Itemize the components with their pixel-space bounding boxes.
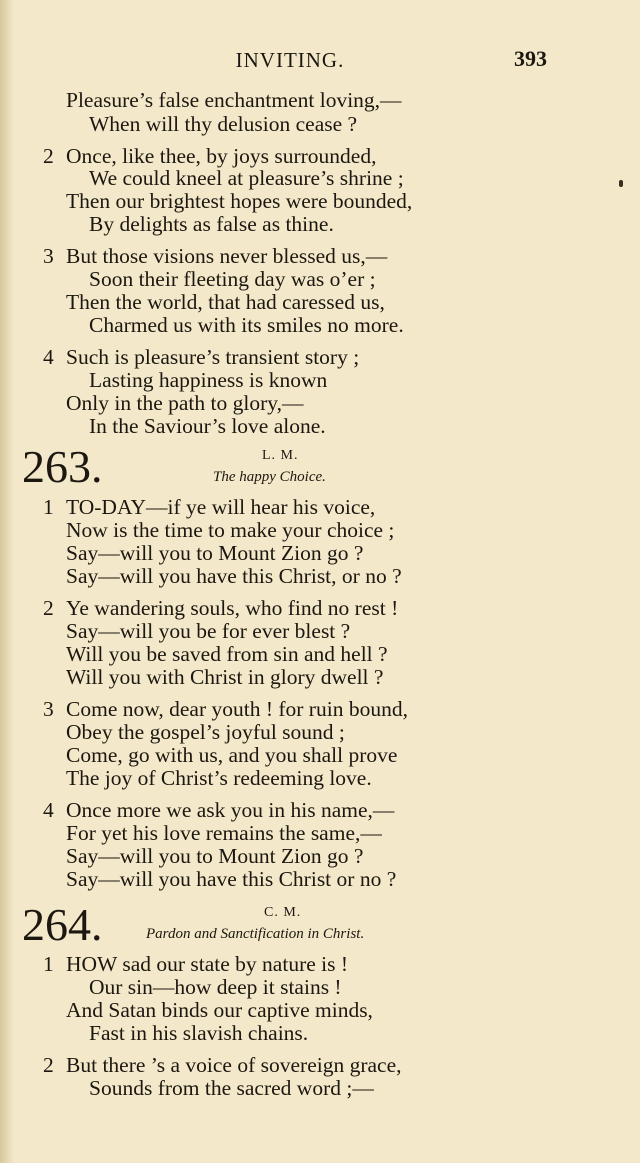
verse-line: Say—will you to Mount Zion go ?	[66, 541, 364, 565]
verse-line: Pleasure’s false enchantment loving,—	[66, 88, 402, 112]
ink-speck	[619, 180, 623, 187]
verse-number: 1	[43, 495, 54, 519]
verse-line: We could kneel at pleasure’s shrine ;	[89, 166, 404, 190]
hymn-number: 263.	[22, 441, 103, 492]
verse-line: Come, go with us, and you shall prove	[66, 743, 398, 767]
verse-line: Fast in his slavish chains.	[89, 1021, 309, 1045]
verse-line: TO-DAY—if ye will hear his voice,	[66, 495, 376, 519]
hymn-title: Pardon and Sanctification in Christ.	[146, 926, 365, 942]
verse-line: Say—will you to Mount Zion go ?	[66, 844, 364, 868]
verse-line: Soon their fleeting day was o’er ;	[89, 267, 376, 291]
verse-line: Say—will you be for ever blest ?	[66, 619, 351, 643]
verse-number: 4	[43, 345, 54, 369]
verse-line: Then the world, that had caressed us,	[66, 290, 385, 314]
verse-line: But those visions never blessed us,—	[66, 244, 388, 268]
verse-line: Will you with Christ in glory dwell ?	[66, 665, 384, 689]
verse-number: 1	[43, 952, 54, 976]
verse-line: And Satan binds our captive minds,	[66, 998, 373, 1022]
verse-line: Say—will you have this Christ, or no ?	[66, 564, 402, 588]
verse-line: Charmed us with its smiles no more.	[89, 313, 404, 337]
page-number: 393	[514, 46, 547, 71]
verse-line: Lasting happiness is known	[89, 368, 328, 392]
verse-line: Ye wandering souls, who find no rest !	[66, 596, 399, 620]
hymn-number: 264.	[22, 899, 103, 950]
verse-line: Once more we ask you in his name,—	[66, 798, 395, 822]
verse-line: When will thy delusion cease ?	[89, 112, 358, 136]
verse-line: Sounds from the sacred word ;—	[89, 1076, 374, 1100]
hymn-meter: C. M.	[264, 905, 302, 920]
hymn-meter: L. M.	[262, 448, 299, 463]
verse-line: By delights as false as thine.	[89, 212, 334, 236]
running-header: INVITING.	[235, 48, 345, 72]
verse-line: Now is the time to make your choice ;	[66, 518, 395, 542]
verse-line: For yet his love remains the same,—	[66, 821, 382, 845]
verse-number: 4	[43, 798, 54, 822]
verse-line: Come now, dear youth ! for ruin bound,	[66, 697, 408, 721]
verse-line: Say—will you have this Christ or no ?	[66, 867, 397, 891]
verse-number: 2	[43, 1053, 54, 1077]
verse-line: The joy of Christ’s redeeming love.	[66, 766, 372, 790]
verse-line: Then our brightest hopes were bounded,	[66, 189, 413, 213]
verse-number: 3	[43, 697, 54, 721]
verse-number: 2	[43, 596, 54, 620]
verse-line: In the Saviour’s love alone.	[89, 414, 326, 438]
verse-line: Only in the path to glory,—	[66, 391, 304, 415]
verse-number: 3	[43, 244, 54, 268]
verse-line: But there ’s a voice of sovereign grace,	[66, 1053, 402, 1077]
verse-line: Our sin—how deep it stains !	[89, 975, 342, 999]
verse-number: 2	[43, 144, 54, 168]
verse-line: Such is pleasure’s transient story ;	[66, 345, 360, 369]
verse-line: HOW sad our state by nature is !	[66, 952, 349, 976]
verse-line: Once, like thee, by joys surrounded,	[66, 144, 377, 168]
verse-line: Will you be saved from sin and hell ?	[66, 642, 388, 666]
page-spine-shadow	[0, 0, 14, 1163]
verse-line: Obey the gospel’s joyful sound ;	[66, 720, 345, 744]
hymn-title: The happy Choice.	[213, 469, 326, 485]
